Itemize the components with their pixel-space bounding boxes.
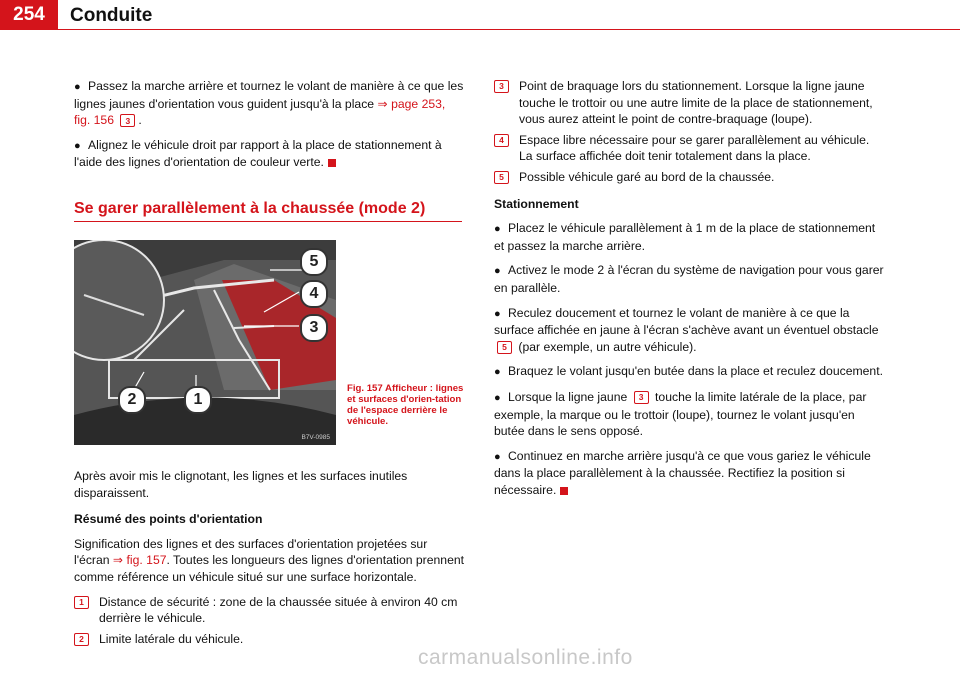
camera-view-illustration [74,240,336,445]
callout-key-2: 2 [74,633,89,646]
left-column-bottom [74,468,464,651]
paragraph: Après avoir mis le clignotant, les lignes et les surfaces inutiles disparaissent. [74,469,408,500]
callout-4: 4 [300,280,328,308]
watermark: carmanualsonline.info [418,646,633,669]
bullet-item: ● Braquez le volant jusqu'en butée dans la place et reculez doucement. [494,363,884,381]
subheading: Résumé des points d'orientation [74,512,263,527]
callout-key-3: 3 [120,114,135,127]
callout-key-5: 5 [497,341,512,354]
callout-key-3: 3 [494,80,509,93]
figure-link[interactable]: ⇒ fig. 157 [112,553,167,568]
legend-item: 1 Distance de sécurité : zone de la chaussée située à environ 40 cm derrière le véhicule. [74,594,464,627]
bullet-dot-icon: ● [494,391,501,404]
page-number: 254 [0,0,58,30]
bullet-dot-icon: ● [494,450,501,463]
right-column [494,78,884,506]
bullet-dot-icon: ● [494,307,501,320]
bullet-item: ● Activez le mode 2 à l'écran du système de navigation pour vous garer en parallèle. [494,263,884,295]
bullet-dot-icon: ● [74,139,81,152]
camera-display-figure [74,240,336,445]
figure-caption: Fig. 157 Afficheur : lignes et surfaces d'orien-tation de l'espace derrière le véhicule. [347,383,464,427]
bullet-item: ● Lorsque la ligne jaune 3 touche la limite latérale de la place, par exemple, la marque ou le trottoir (loupe), tournez le volant jusqu'en butée dans le sens opposé. [494,389,867,439]
callout-key-4: 4 [494,134,509,147]
callout-key-1: 1 [74,596,89,609]
legend-item: 3 Point de braquage lors du stationnement. Lorsque la ligne jaune touche le trottoir ou une autre limite de la place de stationnement, vous aurez atteint le point de contre-braquage (loupe). [494,78,884,128]
paragraph: Signification des lignes et des surfaces d'orientation projetées sur l'écran ⇒ fig. 157. Toutes les longueurs des lignes d'orientation prennent comme référence un véhicule situé sur une surface horizontale. [74,536,465,584]
legend-item: 4 Espace libre nécessaire pour se garer parallèlement au véhicule. La surface affichée doit tenir totalement dans la place. [494,132,884,165]
header-divider [58,29,960,30]
bullet-dot-icon: ● [494,265,501,278]
end-mark-icon [560,487,568,495]
callout-1: 1 [184,386,212,414]
figure-code: B7V-0985 [301,434,330,441]
bullet-item: ● Passez la marche arrière et tournez le volant de manière à ce que les lignes jaunes d'orientation vous guident jusqu'à la place ⇒ page 253, fig. 156 3 . [74,79,464,128]
end-mark-icon [328,159,336,167]
page-link[interactable]: ⇒ page 253, fig. 156 [74,96,446,128]
callout-3: 3 [300,314,328,342]
callout-5: 5 [300,248,328,276]
callout-2: 2 [118,386,146,414]
callout-key-5: 5 [494,171,509,184]
bullet-item: ● Reculez doucement et tournez le volant de manière à ce que la surface affichée en jaune à l'écran s'achève avant un éventuel obstacle 5 (par exemple, un autre véhicule). [494,305,879,354]
legend-item: 5 Possible véhicule garé au bord de la chaussée. [494,169,884,186]
callout-key-3: 3 [634,391,649,404]
bullet-item: ● Alignez le véhicule droit par rapport à la place de stationnement à l'aide des lignes d'orientation de couleur verte. [74,137,442,170]
chapter-title: Conduite [70,5,153,26]
bullet-dot-icon: ● [494,366,501,379]
section-title: Se garer parallèlement à la chaussée (mode 2) [74,200,462,222]
bullet-item: ● Placez le véhicule parallèlement à 1 m de la place de stationnement et passez la marche arrière. [494,221,876,253]
left-column-top [74,78,464,179]
bullet-dot-icon: ● [74,81,81,93]
bullet-item: ● Continuez en marche arrière jusqu'à ce que vous gariez le véhicule dans la place parallèlement à la chaussée. Rectifiez la position si nécessaire. [494,448,871,497]
legend-item: 2 Limite latérale du véhicule. [74,631,464,648]
bullet-dot-icon: ● [494,223,501,236]
subheading: Stationnement [494,196,579,211]
